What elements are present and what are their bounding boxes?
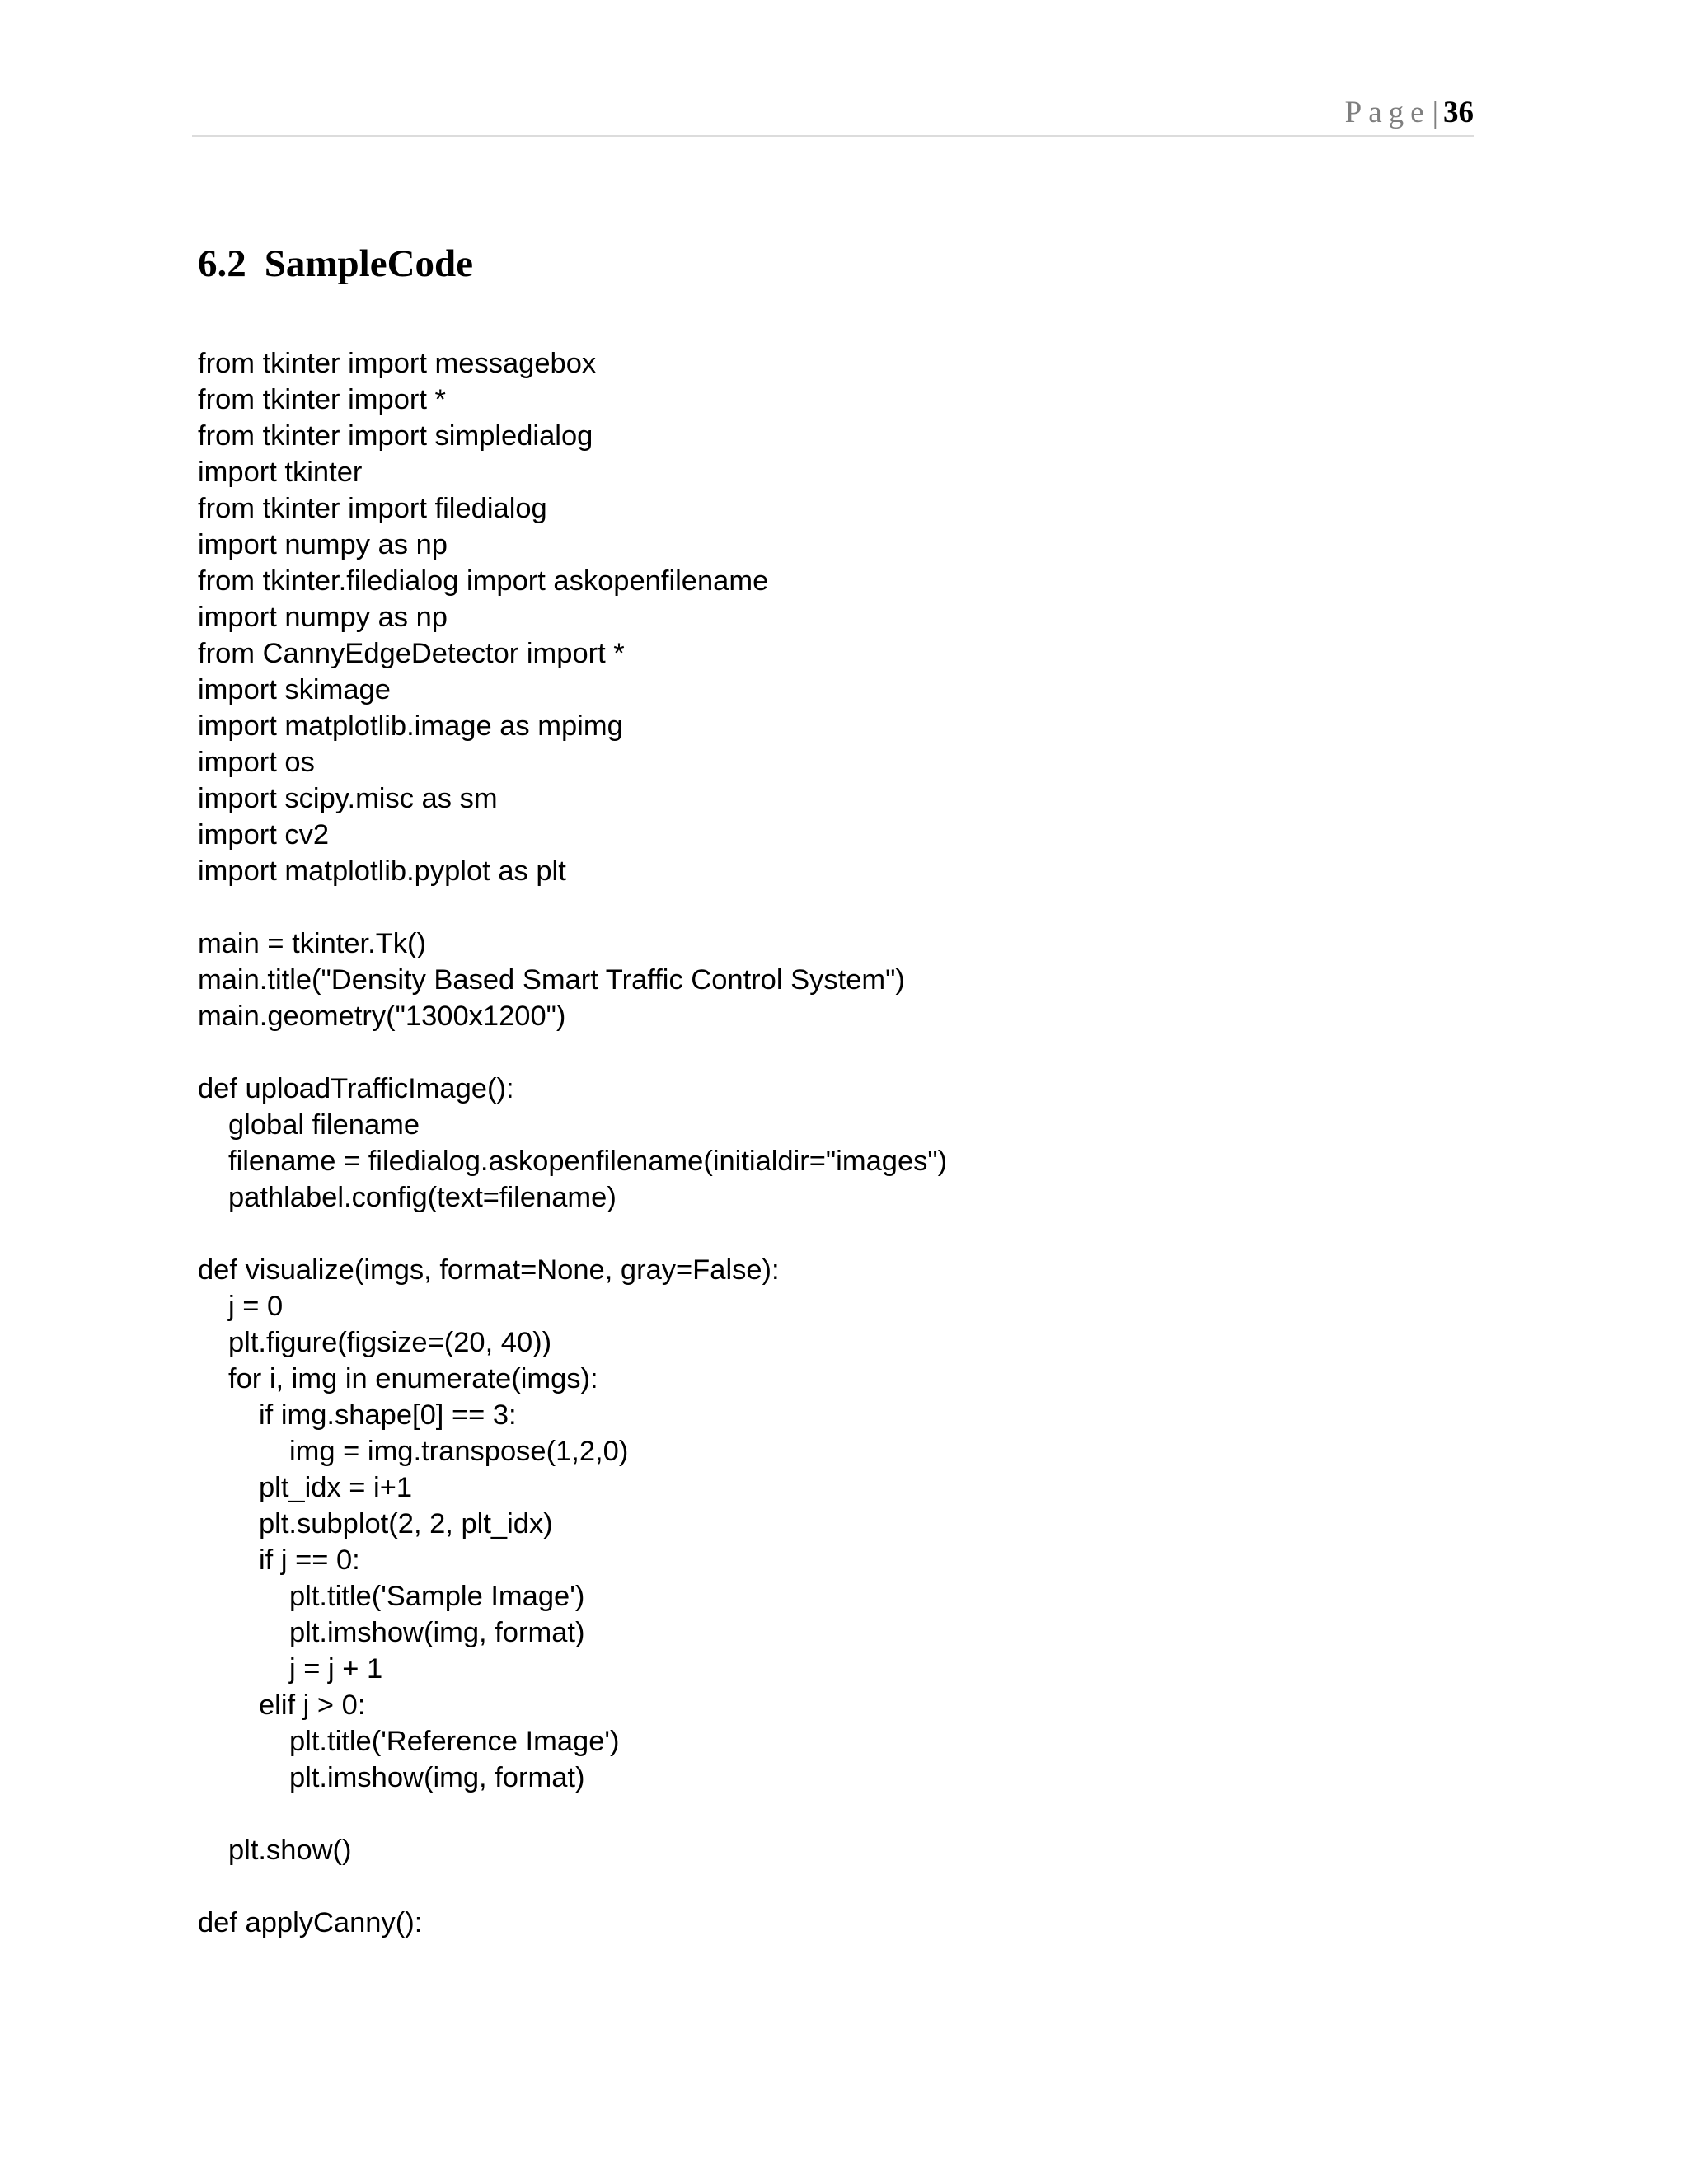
code-line: import cv2 — [198, 819, 330, 851]
code-line: main.title("Density Based Smart Traffic Control System") — [198, 964, 905, 996]
section-title: SampleCode — [264, 242, 474, 285]
code-line: if j == 0: — [259, 1544, 360, 1576]
code-line — [198, 1216, 1484, 1252]
code-line: def uploadTrafficImage(): — [198, 1073, 514, 1104]
code-line: filename = filedialog.askopenfilename(initialdir="images") — [228, 1146, 948, 1177]
code-line — [198, 1868, 1484, 1905]
section-heading — [198, 239, 473, 288]
code-line: pathlabel.config(text=filename) — [228, 1182, 617, 1213]
code-line: main.geometry("1300x1200") — [198, 1001, 566, 1032]
code-line: for i, img in enumerate(imgs): — [228, 1363, 598, 1394]
code-line: from tkinter import filedialog — [198, 493, 547, 524]
code-line: plt.imshow(img, format) — [289, 1617, 585, 1648]
code-line: import skimage — [198, 674, 391, 705]
page-number-value: 36 — [1443, 96, 1474, 129]
code-line: import scipy.misc as sm — [198, 783, 498, 814]
code-line: plt.figure(figsize=(20, 40)) — [228, 1327, 552, 1358]
code-line: import matplotlib.image as mpimg — [198, 710, 623, 742]
code-line: def applyCanny(): — [198, 1907, 423, 1938]
code-line: import numpy as np — [198, 529, 448, 560]
code-line: from CannyEdgeDetector import * — [198, 638, 625, 669]
code-line: img = img.transpose(1,2,0) — [289, 1436, 629, 1467]
code-line: plt.imshow(img, format) — [289, 1762, 585, 1793]
code-line: import tkinter — [198, 457, 363, 488]
code-line: def visualize(imgs, format=None, gray=False): — [198, 1254, 780, 1286]
code-line: main = tkinter.Tk() — [198, 928, 427, 959]
page-separator: | — [1432, 96, 1438, 129]
code-line: from tkinter import simpledialog — [198, 420, 593, 452]
page-label: Page — [1344, 96, 1431, 129]
code-line: from tkinter import messagebox — [198, 348, 597, 379]
code-line — [198, 889, 1484, 926]
code-block — [198, 345, 1484, 1941]
code-line: j = j + 1 — [289, 1653, 383, 1685]
code-line: j = 0 — [228, 1291, 284, 1322]
code-line: plt.show() — [228, 1835, 352, 1866]
code-line: global filename — [228, 1109, 420, 1141]
code-line — [198, 1034, 1484, 1071]
code-line: import os — [198, 747, 315, 778]
code-line: plt.title('Sample Image') — [289, 1581, 585, 1612]
code-line: plt.subplot(2, 2, plt_idx) — [259, 1508, 553, 1540]
code-line: if img.shape[0] == 3: — [259, 1399, 517, 1431]
page-header — [192, 91, 1474, 137]
section-number: 6.2 — [198, 242, 246, 285]
code-line — [198, 1796, 1484, 1832]
code-line: elif j > 0: — [259, 1690, 366, 1721]
code-line: import matplotlib.pyplot as plt — [198, 855, 566, 887]
code-line: plt_idx = i+1 — [259, 1472, 413, 1503]
page-number — [1345, 91, 1474, 135]
code-line: from tkinter.filedialog import askopenfilename — [198, 565, 769, 597]
code-line: import numpy as np — [198, 602, 448, 633]
code-line: plt.title('Reference Image') — [289, 1726, 620, 1757]
code-line: from tkinter import * — [198, 384, 446, 415]
